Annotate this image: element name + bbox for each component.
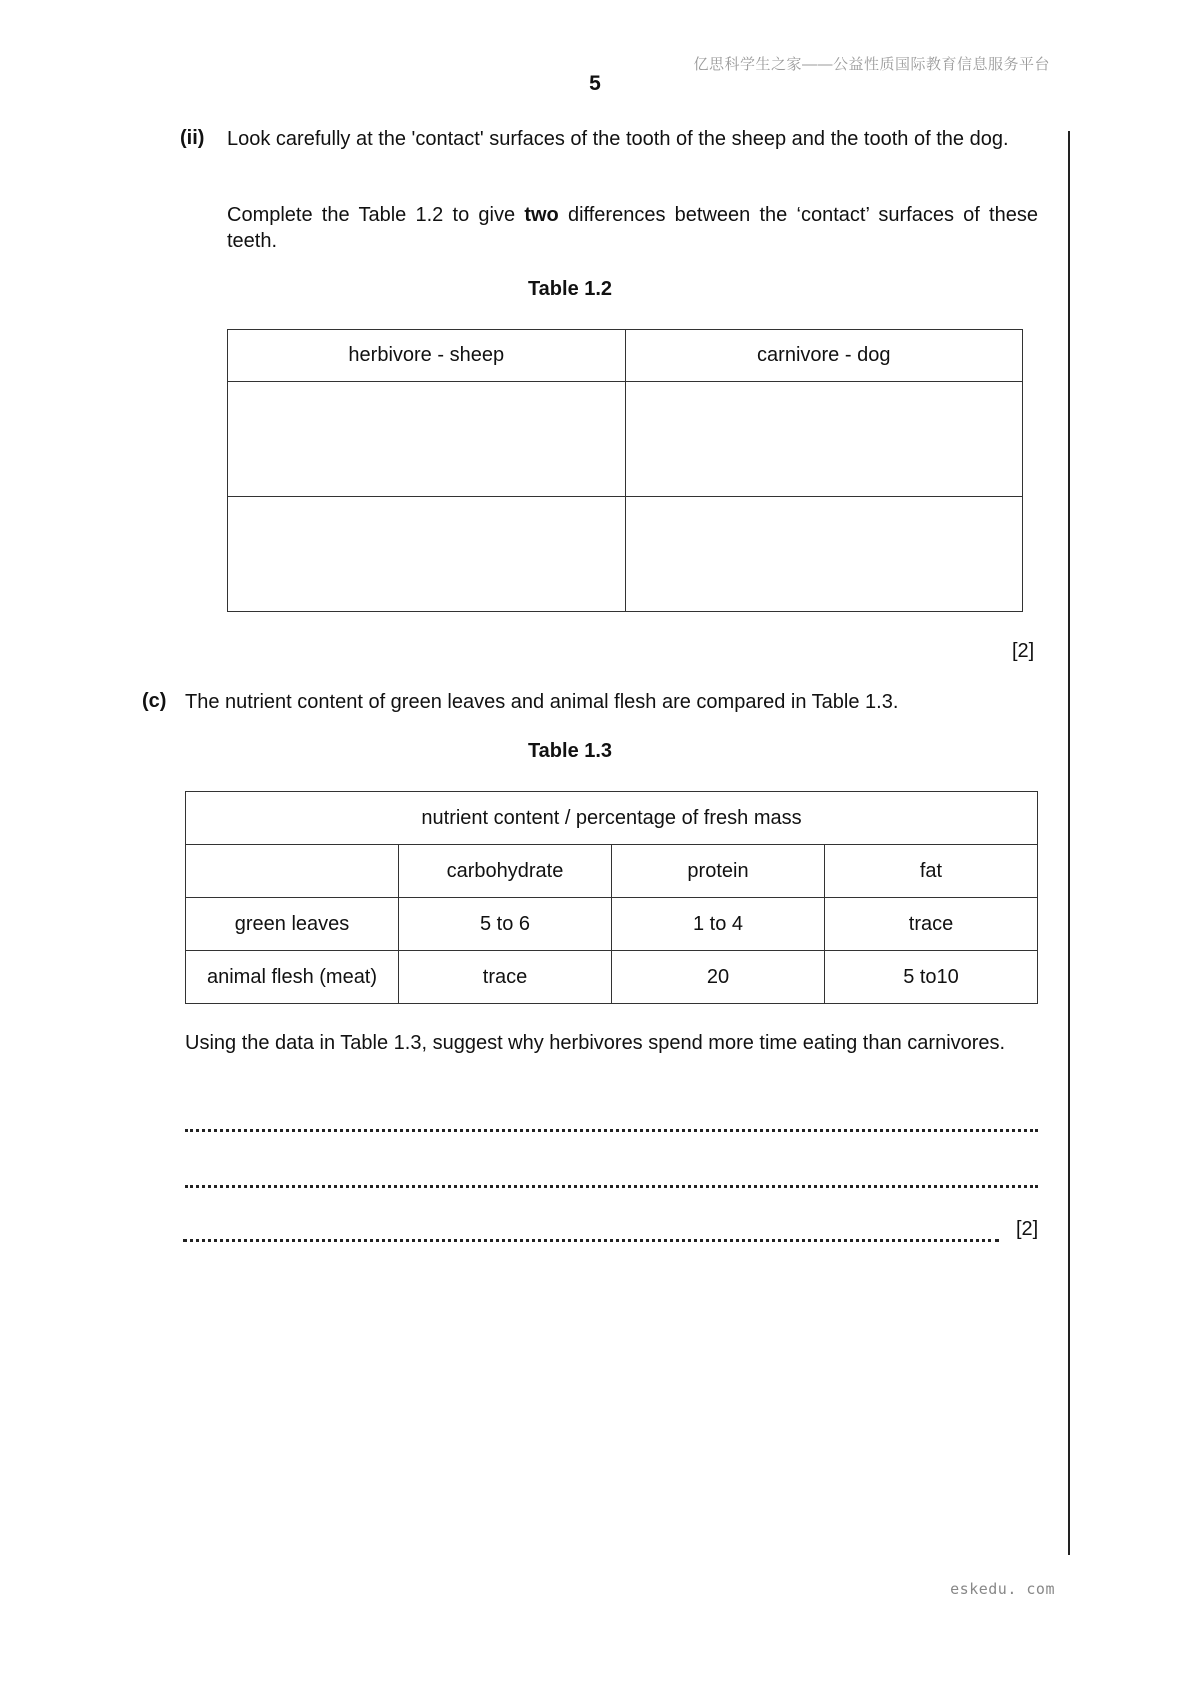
table-1-3-caption-row [186,792,1038,845]
table-1-3-title: Table 1.3 [527,740,613,762]
answer-line[interactable] [185,1129,1038,1132]
table-1-2-header-herbivore: herbivore - sheep [228,330,626,382]
footer-watermark: eskedu. com [950,1580,1055,1598]
table-1-2-answer-cell[interactable] [625,497,1023,612]
table-cell: 20 [612,951,825,1004]
table-1-2 [227,329,1023,612]
table-1-3-header-protein: protein [612,845,825,898]
row-label-green-leaves: green leaves [186,898,399,951]
table-cell: 5 to 6 [399,898,612,951]
question-c-intro: The nutrient content of green leaves and animal flesh are compared in Table 1.3. [185,691,899,713]
table-cell: 1 to 4 [612,898,825,951]
table-1-3-column-header-row [186,845,1038,898]
table-row [186,898,1038,951]
marks-part-ii: [2] [1012,640,1035,662]
table-cell: trace [825,898,1038,951]
instruction-text-start: Complete the Table 1.2 to give [227,204,525,226]
row-label-animal-flesh: animal flesh (meat) [186,951,399,1004]
table-row [186,951,1038,1004]
header-watermark: 亿思科学生之家——公益性质国际教育信息服务平台 [693,56,1050,73]
instruction-text-end: differences between the ‘contact’ surfaces of these teeth. [227,204,1038,252]
table-1-2-answer-cell[interactable] [625,382,1023,497]
question-c-prompt: Using the data in Table 1.3, suggest why herbivores spend more time eating than carnivores. [185,1032,1006,1054]
marks-part-c: [2] [1016,1218,1039,1240]
page-number: 5 [589,72,601,95]
answer-line[interactable] [183,1239,999,1242]
table-1-3-corner-cell [186,845,399,898]
table-1-2-header-carnivore: carnivore - dog [625,330,1023,382]
table-1-2-answer-cell[interactable] [228,497,626,612]
question-label-ii: (ii) [180,127,205,149]
question-ii-instruction [227,202,1038,254]
table-cell: trace [399,951,612,1004]
table-1-2-title: Table 1.2 [527,278,613,300]
table-1-3 [185,791,1038,1004]
table-cell: 5 to10 [825,951,1038,1004]
table-1-2-row [228,497,1023,612]
table-1-3-header-carbohydrate: carbohydrate [399,845,612,898]
table-1-3-header-fat: fat [825,845,1038,898]
table-1-2-header-row [228,330,1023,382]
instruction-emphasis: two [524,204,559,226]
question-label-c: (c) [142,690,167,712]
answer-line[interactable] [185,1185,1038,1188]
table-1-3-caption: nutrient content / percentage of fresh mass [186,792,1038,845]
table-1-2-row [228,382,1023,497]
question-ii-prompt: Look carefully at the 'contact' surfaces of the tooth of the sheep and the tooth of the dog. [227,128,1009,150]
table-1-2-answer-cell[interactable] [228,382,626,497]
margin-rule [1068,131,1070,1555]
